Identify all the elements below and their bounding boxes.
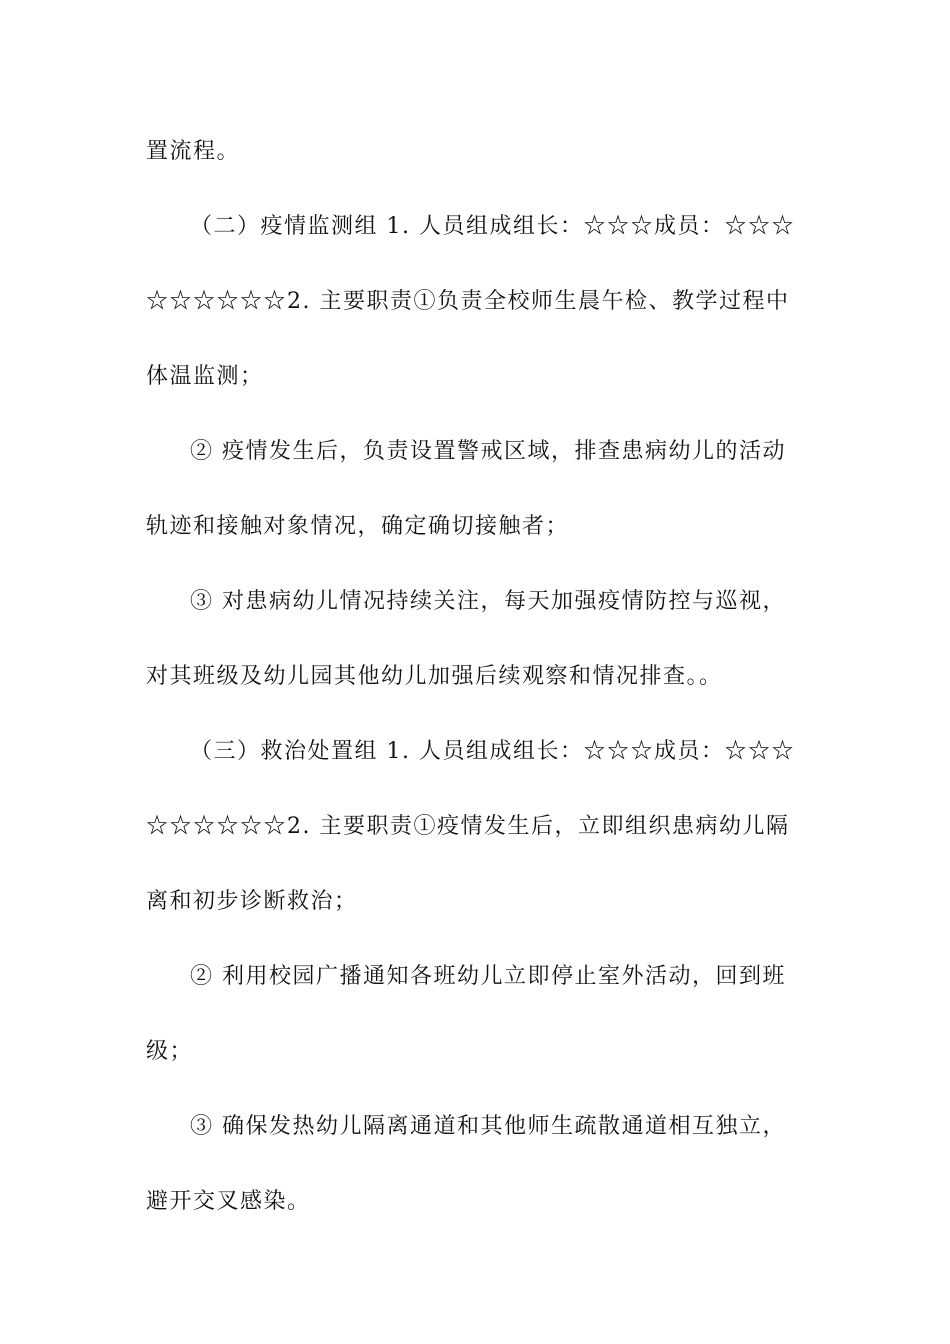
text-line-12: ② 利用校园广播通知各班幼儿立即停止室外活动，回到班 [190, 964, 786, 989]
text-line-1: 置流程。 [146, 139, 241, 164]
text-line-6: 轨迹和接触对象情况，确定确切接触者； [146, 514, 570, 539]
text-line-3: ☆☆☆☆☆☆2. 主要职责①负责全校师生晨午检、教学过程中 [146, 289, 790, 314]
text-line-15: 避开交叉感染。 [146, 1189, 311, 1214]
text-line-4: 体温监测； [146, 364, 264, 389]
text-line-5: ② 疫情发生后，负责设置警戒区域，排查患病幼儿的活动 [190, 439, 786, 464]
text-line-10: ☆☆☆☆☆☆2. 主要职责①疫情发生后，立即组织患病幼儿隔 [146, 814, 790, 839]
text-line-9: （三）救治处置组 1. 人员组成组长：☆☆☆成员：☆☆☆ [190, 739, 795, 764]
text-line-7: ③ 对患病幼儿情况持续关注，每天加强疫情防控与巡视， [190, 589, 786, 614]
text-line-8: 对其班级及幼儿园其他幼儿加强后续观察和情况排查。。 [146, 664, 723, 689]
text-line-11: 离和初步诊断救治； [146, 889, 358, 914]
text-line-13: 级； [146, 1039, 194, 1064]
text-line-2: （二）疫情监测组 1. 人员组成组长：☆☆☆成员：☆☆☆ [190, 214, 795, 239]
text-line-14: ③ 确保发热幼儿隔离通道和其他师生疏散通道相互独立， [190, 1114, 786, 1139]
